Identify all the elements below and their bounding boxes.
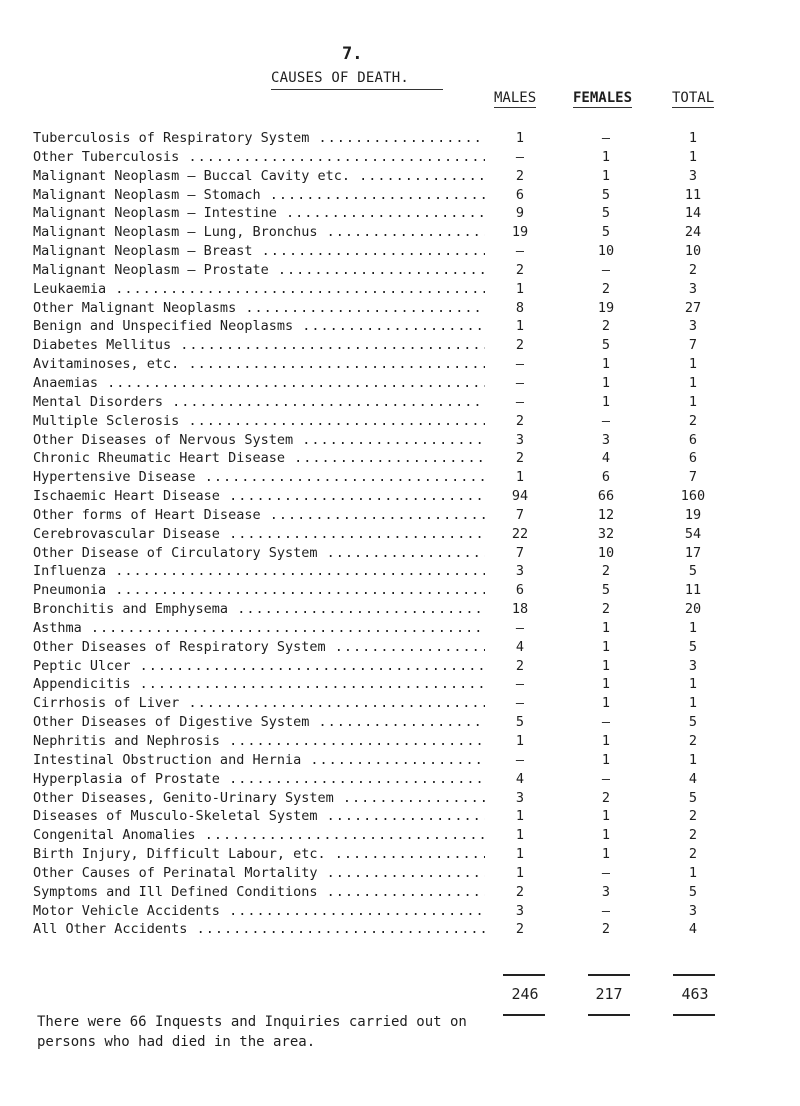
table-row xyxy=(33,544,753,563)
title-underline xyxy=(271,89,443,90)
table-row xyxy=(33,336,753,355)
females-count: 10 xyxy=(597,544,615,561)
table-row xyxy=(33,619,753,638)
sum-rule-females-bottom xyxy=(588,1014,630,1016)
table-row xyxy=(33,355,753,374)
total-males: 246 xyxy=(511,985,539,1003)
cause-label: Other forms of Heart Disease ..... xyxy=(33,506,485,525)
females-count: 1 xyxy=(601,356,611,373)
total-count: 17 xyxy=(684,544,702,561)
cause-label: Symptoms and Ill Defined Conditions ..... xyxy=(33,883,485,902)
cause-label: Ischaemic Heart Disease ..... xyxy=(33,487,485,506)
females-count: 1 xyxy=(601,393,611,410)
cause-label: Avitaminoses, etc. ..... xyxy=(33,355,485,374)
males-count: 7 xyxy=(515,506,525,523)
table-row xyxy=(33,807,753,826)
females-count: 2 xyxy=(601,601,611,618)
cause-label: Bronchitis and Emphysema ..... xyxy=(33,600,485,619)
cause-label: Nephritis and Nephrosis ..... xyxy=(33,732,485,751)
males-count: 1 xyxy=(515,733,525,749)
males-count: 5 xyxy=(515,714,525,731)
males-count: 3 xyxy=(515,563,525,580)
cause-label: Hyperplasia of Prostate ..... xyxy=(33,770,485,789)
table-row xyxy=(33,864,753,883)
males-count: 1 xyxy=(515,280,525,297)
males-count: 18 xyxy=(511,601,529,618)
females-count: 12 xyxy=(597,506,615,523)
total-count: 54 xyxy=(684,525,702,542)
cause-label: Other Diseases of Respiratory System ..... xyxy=(33,638,485,657)
females-count: 1 xyxy=(601,846,611,863)
table-row xyxy=(33,186,753,205)
females-count: 2 xyxy=(601,280,611,297)
males-count: – xyxy=(515,619,525,636)
females-count: – xyxy=(601,770,611,787)
males-count: 94 xyxy=(511,488,529,505)
total-count: 7 xyxy=(688,337,698,354)
total-count: 11 xyxy=(684,582,702,599)
cause-label: Malignant Neoplasm – Intestine ..... xyxy=(33,204,485,223)
cause-label: Congenital Anomalies ..... xyxy=(33,826,485,845)
sum-rule-females-top xyxy=(588,974,630,976)
males-count: 6 xyxy=(515,582,525,599)
total-count: 6 xyxy=(688,431,698,448)
cause-label: Other Disease of Circulatory System ..... xyxy=(33,544,485,563)
females-count: 2 xyxy=(601,318,611,335)
females-count: 1 xyxy=(601,751,611,768)
cause-label: Benign and Unspecified Neoplasms ..... xyxy=(33,317,485,336)
males-count: – xyxy=(515,148,525,165)
table-row xyxy=(33,694,753,713)
males-count: 2 xyxy=(515,883,525,900)
footnote: There were 66 Inquests and Inquiries carried out on persons who had died in the area. xyxy=(37,1014,467,1050)
males-count: 1 xyxy=(515,864,525,881)
cause-label: Asthma ..... xyxy=(33,619,485,638)
males-count: 2 xyxy=(515,450,525,467)
males-count: 2 xyxy=(515,412,525,429)
total-count: 2 xyxy=(688,733,698,749)
table-row xyxy=(33,732,753,751)
column-header-total: TOTAL xyxy=(672,90,715,106)
females-count: 1 xyxy=(601,167,611,184)
males-count: 8 xyxy=(515,299,525,316)
total-count: 24 xyxy=(684,224,702,241)
sum-rule-males-top xyxy=(503,974,545,976)
males-count: – xyxy=(515,695,525,712)
total-count: 1 xyxy=(688,695,698,712)
males-count: 2 xyxy=(515,337,525,354)
females-count: 1 xyxy=(601,695,611,712)
table-row xyxy=(33,789,753,808)
total-count: 5 xyxy=(688,563,698,580)
cause-label: Other Diseases of Digestive System ..... xyxy=(33,713,485,732)
cause-label: Influenza ..... xyxy=(33,562,485,581)
females-count: – xyxy=(601,902,611,919)
males-count: 1 xyxy=(515,808,525,825)
total-count: 7 xyxy=(688,469,698,486)
cause-label: Other Diseases, Genito-Urinary System ..... xyxy=(33,789,485,808)
females-count: – xyxy=(601,412,611,429)
males-count: 3 xyxy=(515,902,525,919)
table-row xyxy=(33,223,753,242)
males-count: 2 xyxy=(515,921,525,938)
total-count: 1 xyxy=(688,148,698,165)
table-row xyxy=(33,675,753,694)
total-count: 19 xyxy=(684,506,702,523)
page-title: CAUSES OF DEATH. xyxy=(271,70,410,86)
females-count: 2 xyxy=(601,563,611,580)
females-count: – xyxy=(601,261,611,278)
total-count: 20 xyxy=(684,601,702,618)
males-count: 6 xyxy=(515,186,525,203)
cause-label: Malignant Neoplasm – Prostate ..... xyxy=(33,261,485,280)
females-count: 1 xyxy=(601,733,611,749)
table-row xyxy=(33,902,753,921)
cause-label: Cerebrovascular Disease ..... xyxy=(33,525,485,544)
column-header-females: FEMALES xyxy=(573,90,633,106)
table-row xyxy=(33,167,753,186)
table-row xyxy=(33,280,753,299)
males-count: 7 xyxy=(515,544,525,561)
females-count: 3 xyxy=(601,883,611,900)
males-count: 1 xyxy=(515,846,525,863)
cause-label: Malignant Neoplasm – Breast ..... xyxy=(33,242,485,261)
males-count: 3 xyxy=(515,789,525,806)
females-count: 2 xyxy=(601,921,611,938)
cause-label: Leukaemia ..... xyxy=(33,280,485,299)
females-count: 10 xyxy=(597,243,615,260)
total-count: 5 xyxy=(688,638,698,655)
females-count: 1 xyxy=(601,676,611,693)
total-count: 2 xyxy=(688,412,698,429)
table-row xyxy=(33,657,753,676)
table-row xyxy=(33,770,753,789)
cause-label: Birth Injury, Difficult Labour, etc. ..... xyxy=(33,845,485,864)
column-header-males: MALES xyxy=(494,90,537,106)
total-count: 4 xyxy=(688,770,698,787)
total-count: 2 xyxy=(688,827,698,844)
males-count: 1 xyxy=(515,130,525,146)
females-count: 1 xyxy=(601,619,611,636)
table-row xyxy=(33,148,753,167)
females-count: 5 xyxy=(601,224,611,241)
total-count: 2 xyxy=(688,846,698,863)
cause-label: Malignant Neoplasm – Lung, Bronchus ..... xyxy=(33,223,485,242)
total-females: 217 xyxy=(595,985,623,1003)
cause-label: Peptic Ulcer ..... xyxy=(33,657,485,676)
causes-table xyxy=(33,129,753,939)
table-row xyxy=(33,468,753,487)
males-count: – xyxy=(515,676,525,693)
cause-label: Other Tuberculosis ..... xyxy=(33,148,485,167)
females-count: 19 xyxy=(597,299,615,316)
females-count: 5 xyxy=(601,205,611,222)
cause-label: Intestinal Obstruction and Hernia ..... xyxy=(33,751,485,770)
table-row xyxy=(33,431,753,450)
females-count: 32 xyxy=(597,525,615,542)
total-count: 1 xyxy=(688,374,698,391)
males-count: 2 xyxy=(515,261,525,278)
total-count: 3 xyxy=(688,902,698,919)
table-row xyxy=(33,487,753,506)
total-count: 1 xyxy=(688,751,698,768)
males-count: 1 xyxy=(515,827,525,844)
total-count: 6 xyxy=(688,450,698,467)
cause-label: Malignant Neoplasm – Stomach ..... xyxy=(33,186,485,205)
table-row xyxy=(33,600,753,619)
males-count: – xyxy=(515,393,525,410)
females-count: 1 xyxy=(601,657,611,674)
table-row xyxy=(33,638,753,657)
table-row xyxy=(33,242,753,261)
cause-label: Malignant Neoplasm – Buccal Cavity etc. ..... xyxy=(33,167,485,186)
cause-label: Multiple Sclerosis ..... xyxy=(33,412,485,431)
table-row xyxy=(33,581,753,600)
cause-label: Tuberculosis of Respiratory System ..... xyxy=(33,129,485,148)
table-row xyxy=(33,713,753,732)
females-count: 1 xyxy=(601,827,611,844)
females-count: 4 xyxy=(601,450,611,467)
males-count: – xyxy=(515,374,525,391)
males-count: 22 xyxy=(511,525,529,542)
total-count: 3 xyxy=(688,167,698,184)
cause-label: Pneumonia ..... xyxy=(33,581,485,600)
males-count: – xyxy=(515,751,525,768)
females-count: 1 xyxy=(601,638,611,655)
females-count: 66 xyxy=(597,488,615,505)
table-row xyxy=(33,751,753,770)
males-count: 3 xyxy=(515,431,525,448)
females-count: 6 xyxy=(601,469,611,486)
cause-label: Diseases of Musculo-Skeletal System ..... xyxy=(33,807,485,826)
table-row xyxy=(33,261,753,280)
sum-rule-total-bottom xyxy=(673,1014,715,1016)
cause-label: Diabetes Mellitus ..... xyxy=(33,336,485,355)
total-count: 1 xyxy=(688,356,698,373)
total-count: 2 xyxy=(688,808,698,825)
table-row xyxy=(33,317,753,336)
cause-label: Cirrhosis of Liver ..... xyxy=(33,694,485,713)
table-row xyxy=(33,412,753,431)
females-count: 3 xyxy=(601,431,611,448)
males-count: – xyxy=(515,356,525,373)
table-row xyxy=(33,506,753,525)
cause-label: Other Malignant Neoplasms ..... xyxy=(33,299,485,318)
total-count: 1 xyxy=(688,130,698,146)
cause-label: Anaemias ..... xyxy=(33,374,485,393)
females-count: – xyxy=(601,130,611,146)
females-count: 1 xyxy=(601,808,611,825)
cause-label: Hypertensive Disease ..... xyxy=(33,468,485,487)
table-row xyxy=(33,920,753,939)
cause-label: Appendicitis ..... xyxy=(33,675,485,694)
total-count: 5 xyxy=(688,789,698,806)
females-count: – xyxy=(601,714,611,731)
total-count: 1 xyxy=(688,393,698,410)
total-count: 2 xyxy=(688,261,698,278)
table-row xyxy=(33,525,753,544)
page-number: 7. xyxy=(342,44,363,64)
total-count: 14 xyxy=(684,205,702,222)
total-count: 10 xyxy=(684,243,702,260)
females-count: 1 xyxy=(601,148,611,165)
total-count: 3 xyxy=(688,657,698,674)
total-count: 1 xyxy=(688,864,698,881)
cause-label: Other Diseases of Nervous System ..... xyxy=(33,431,485,450)
females-count: – xyxy=(601,864,611,881)
total-count: 1 xyxy=(688,676,698,693)
sum-rule-total-top xyxy=(673,974,715,976)
cause-label: All Other Accidents ..... xyxy=(33,920,485,939)
males-count: 4 xyxy=(515,638,525,655)
table-row xyxy=(33,129,753,148)
sum-rule-males-bottom xyxy=(503,1014,545,1016)
table-row xyxy=(33,883,753,902)
females-count: 5 xyxy=(601,582,611,599)
females-count: 5 xyxy=(601,337,611,354)
table-row xyxy=(33,393,753,412)
males-count: 4 xyxy=(515,770,525,787)
males-count: 2 xyxy=(515,657,525,674)
males-count: 19 xyxy=(511,224,529,241)
table-row xyxy=(33,449,753,468)
females-count: 2 xyxy=(601,789,611,806)
table-row xyxy=(33,374,753,393)
total-count: 4 xyxy=(688,921,698,938)
total-count: 5 xyxy=(688,883,698,900)
table-row xyxy=(33,826,753,845)
total-count: 3 xyxy=(688,318,698,335)
males-count: 9 xyxy=(515,205,525,222)
total-count: 3 xyxy=(688,280,698,297)
total-count: 1 xyxy=(688,619,698,636)
table-row xyxy=(33,845,753,864)
cause-label: Chronic Rheumatic Heart Disease ..... xyxy=(33,449,485,468)
total-count: 160 xyxy=(680,488,706,505)
males-count: 1 xyxy=(515,318,525,335)
males-count: 2 xyxy=(515,167,525,184)
total-count: 5 xyxy=(688,714,698,731)
females-count: 5 xyxy=(601,186,611,203)
cause-label: Motor Vehicle Accidents ..... xyxy=(33,902,485,921)
total-count: 27 xyxy=(684,299,702,316)
males-count: – xyxy=(515,243,525,260)
females-count: 1 xyxy=(601,374,611,391)
total-count: 11 xyxy=(684,186,702,203)
table-row xyxy=(33,299,753,318)
table-row xyxy=(33,204,753,223)
cause-label: Mental Disorders ..... xyxy=(33,393,485,412)
table-row xyxy=(33,562,753,581)
total-all: 463 xyxy=(681,985,709,1003)
cause-label: Other Causes of Perinatal Mortality ..... xyxy=(33,864,485,883)
males-count: 1 xyxy=(515,469,525,486)
